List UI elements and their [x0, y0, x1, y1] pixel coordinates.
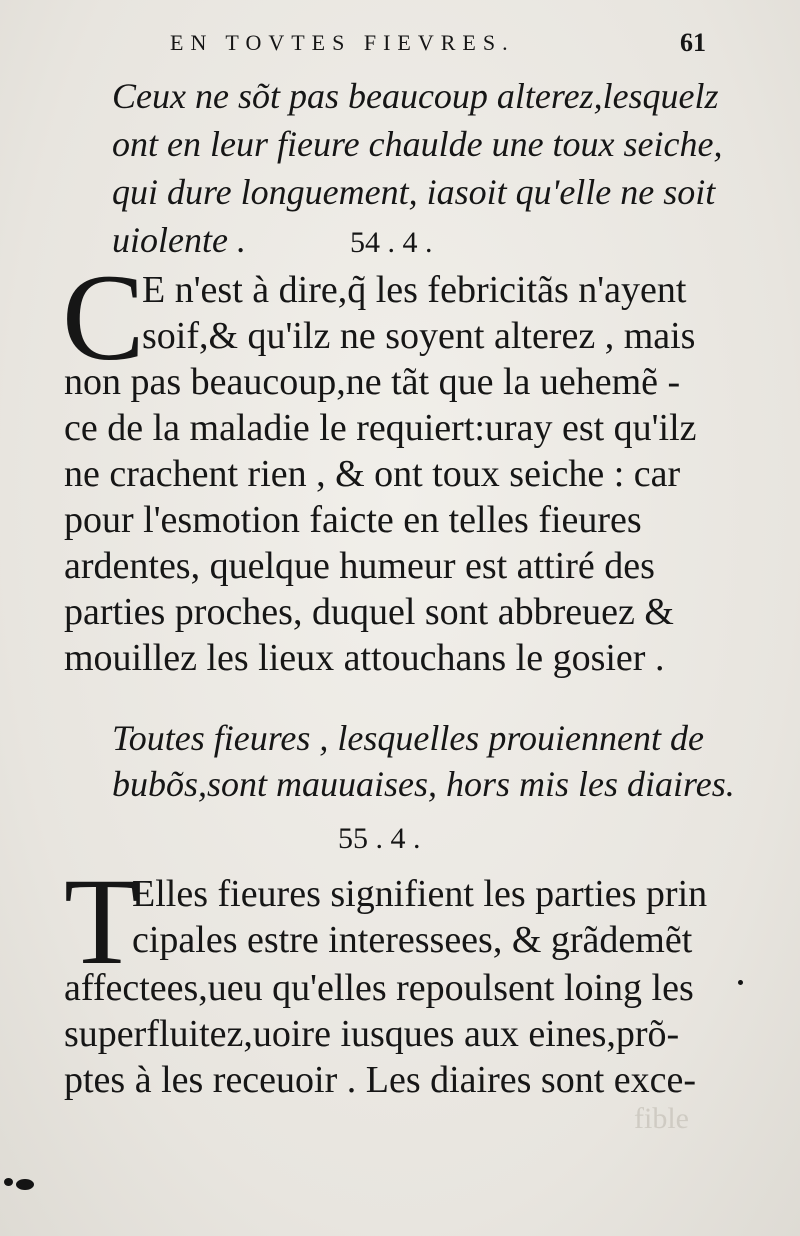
aphorism-55-line: Toutes fieures , lesquelles prouiennent de: [112, 718, 704, 758]
commentary-54-line: ardentes, quelque humeur est attiré des: [64, 545, 655, 587]
aphorism-54-line: ont en leur fieure chaulde une toux seiche,: [112, 124, 723, 164]
page-number: 61: [680, 28, 706, 57]
commentary-55-line: cipales estre interessees, & grãdemẽt: [132, 919, 693, 961]
drop-cap-t: T: [64, 853, 140, 990]
commentary-55-line: ptes à les receuoir . Les diaires sont exce-: [64, 1059, 697, 1101]
commentary-54-line: E n'est à dire,q̃ les febricitãs n'ayent: [142, 269, 687, 311]
aphorism-55-line: bubõs,sont mauuaises, hors mis les diaires.: [112, 764, 735, 804]
aphorism-55-reference: 55 . 4 .: [338, 822, 421, 855]
commentary-54-line: pour l'esmotion faicte en telles fieures: [64, 499, 642, 541]
ink-speck: [738, 980, 743, 985]
commentary-54-line: ne crachent rien , & ont toux seiche : car: [64, 453, 681, 495]
aphorism-54-line: Ceux ne sõt pas beaucoup alterez,lesquelz: [112, 76, 719, 116]
commentary-54-line: soif,& qu'ilz ne soyent alterez , mais: [142, 315, 696, 357]
aphorism-54-reference: 54 . 4 .: [350, 226, 433, 259]
show-through-text: fible: [634, 1102, 689, 1135]
commentary-54-line: non pas beaucoup,ne tãt que la uehemẽ -: [64, 361, 681, 403]
ink-blot: [16, 1179, 34, 1190]
commentary-54-line: parties proches, duquel sont abbreuez &: [64, 591, 674, 633]
running-title: EN TOVTES FIEVRES.: [170, 30, 515, 55]
commentary-54-line: mouillez les lieux attouchans le gosier .: [64, 637, 665, 679]
aphorism-54-line: qui dure longuement, iasoit qu'elle ne soit: [112, 172, 716, 212]
commentary-55-line: affectees,ueu qu'elles repoulsent loing les: [64, 967, 694, 1009]
aphorism-54-line: uiolente .: [112, 220, 246, 260]
drop-cap-c: C: [62, 249, 145, 386]
commentary-55-line: Elles fieures signifient les parties prin: [132, 873, 708, 915]
commentary-54-line: ce de la maladie le requiert:uray est qu'ilz: [64, 407, 697, 449]
commentary-55-line: superfluitez,uoire iusques aux eines,prõ-: [64, 1013, 680, 1055]
ink-speck: [4, 1178, 13, 1186]
